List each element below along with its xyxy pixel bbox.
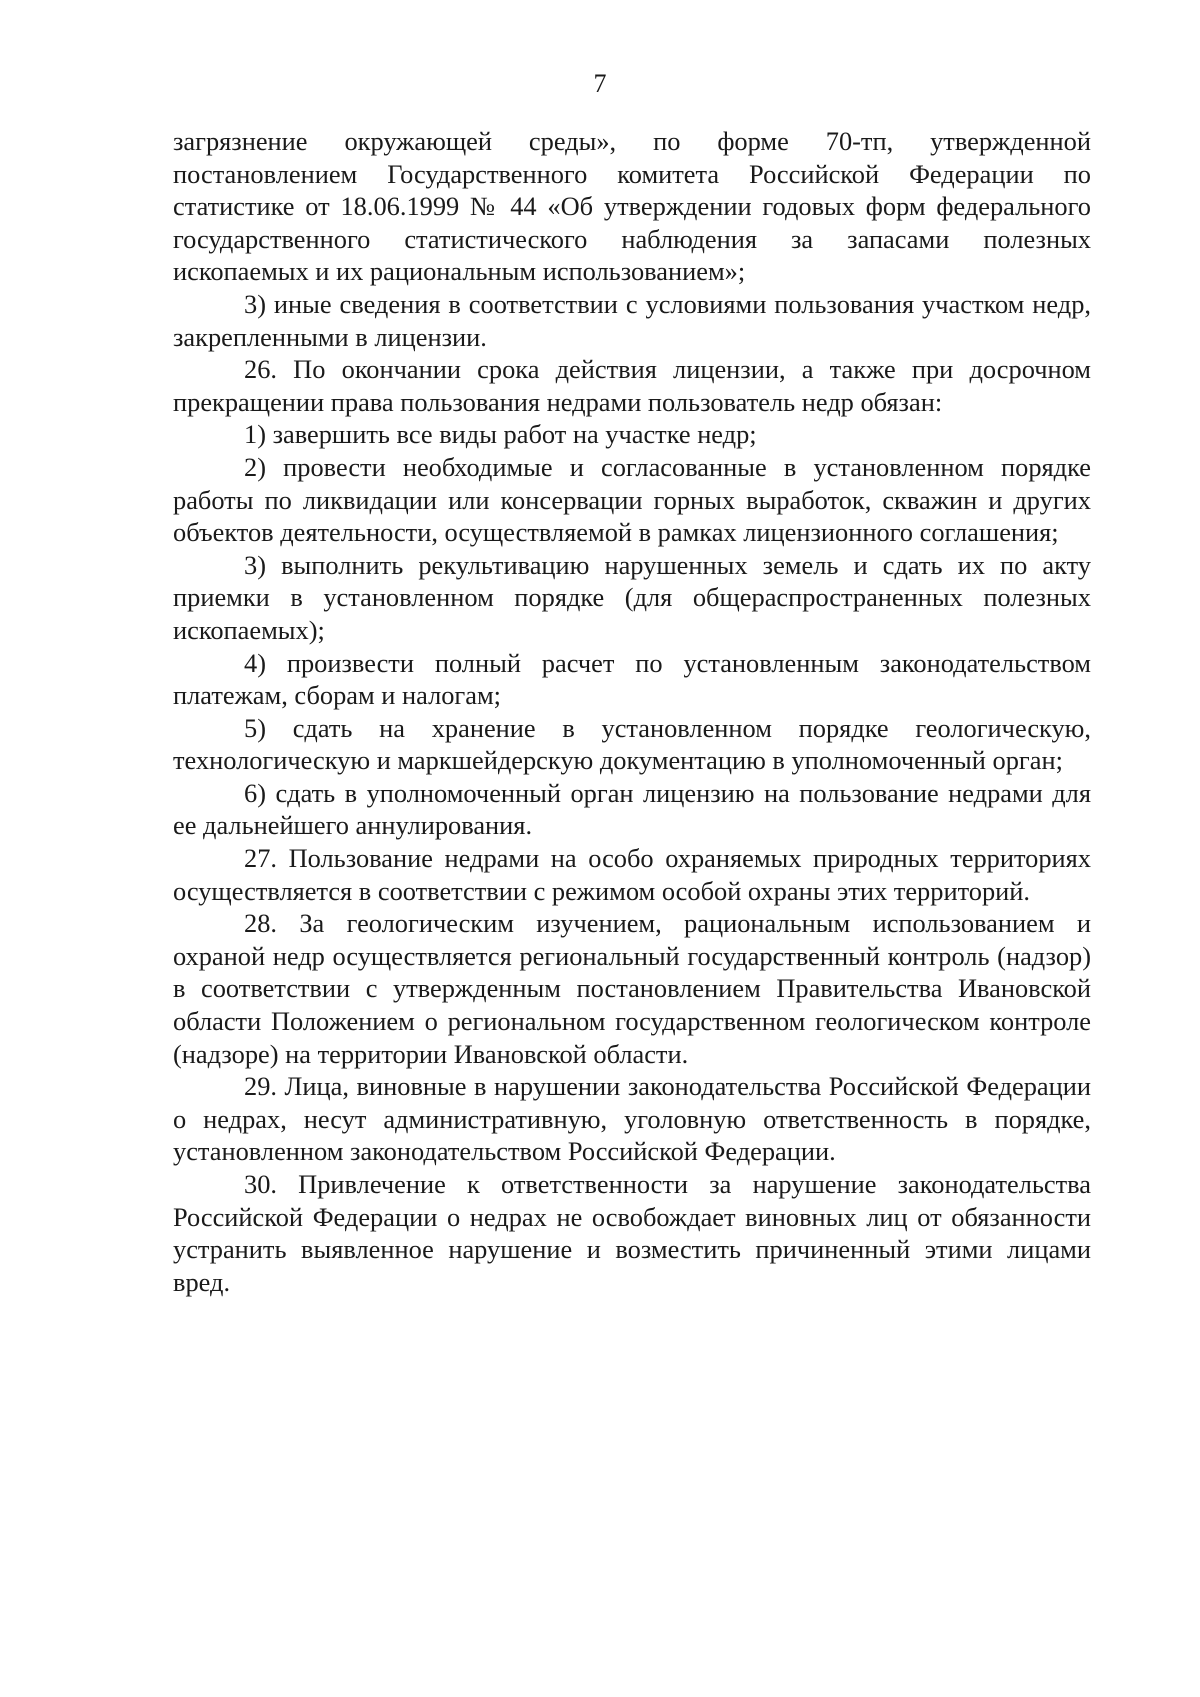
paragraph-clause-26: 26. По окончании срока действия лицензии, а также при досрочном прекращении права пользования недрами пользователь недр обязан: [173,354,1091,417]
paragraph-clause-30: 30. Привлечение к ответственности за нарушение законодательства Российской Федерации о недрах не освобождает виновных лиц от обязанности устранить выявленное нарушение и возместить причиненный этими лицами вред. [173,1169,1091,1297]
paragraph-clause-27: 27. Пользование недрами на особо охраняемых природных территориях осуществляется в соответствии с режимом особой охраны этих территорий. [173,843,1091,906]
paragraph-item-5-documentation: 5) сдать на хранение в установленном порядке геологическую, технологическую и маркшейдерскую документацию в уполномоченный орган; [173,712,1091,776]
paragraph-item-6-license-return: 6) сдать в уполномоченный орган лицензию на пользование недрами для ее дальнейшего аннулирования. [173,777,1091,841]
paragraph-item-4-payments: 4) произвести полный расчет по установленным законодательством платежам, сборам и налогам; [173,647,1091,711]
paragraph-item-2-liquidation: 2) провести необходимые и согласованные в установленном порядке работы по ликвидации или консервации горных выработок, скважин и других объектов деятельности, осуществляемой в рамках лицензионного соглашения; [173,451,1091,548]
paragraph-clause-28: 28. За геологическим изучением, рациональным использованием и охраной недр осуществляется региональный государственный контроль (надзор) в соответствии с утвержденным постановлением Правительства Ивановской области Положением о региональном государственном геологическом контроле (надзоре) на территории Ивановской области. [173,908,1091,1069]
paragraph-item-3-recultivation: 3) выполнить рекультивацию нарушенных земель и сдать их по акту приемки в установленном порядке (для общераспространенных полезных ископаемых); [173,549,1091,645]
paragraph-item-3-other-info: 3) иные сведения в соответствии с условиями пользования участком недр, закрепленными в лицензии. [173,288,1091,352]
page-number: 7 [593,69,607,98]
paragraph-clause-29: 29. Лица, виновные в нарушении законодательства Российской Федерации о недрах, несут административную, уголовную ответственность в порядке, установленном законодательством Российской Федерации. [173,1071,1091,1167]
document-body [173,125,1091,1298]
paragraph-continuation: загрязнение окружающей среды», по форме 70-тп, утвержденной постановлением Государственного комитета Российской Федерации по статистике от 18.06.1999 № 44 «Об утверждении годовых форм федерального государственного статистического наблюдения за запасами полезных ископаемых и их рациональным использованием»; [173,126,1091,287]
paragraph-item-1-complete-works: 1) завершить все виды работ на участке недр; [244,419,757,450]
